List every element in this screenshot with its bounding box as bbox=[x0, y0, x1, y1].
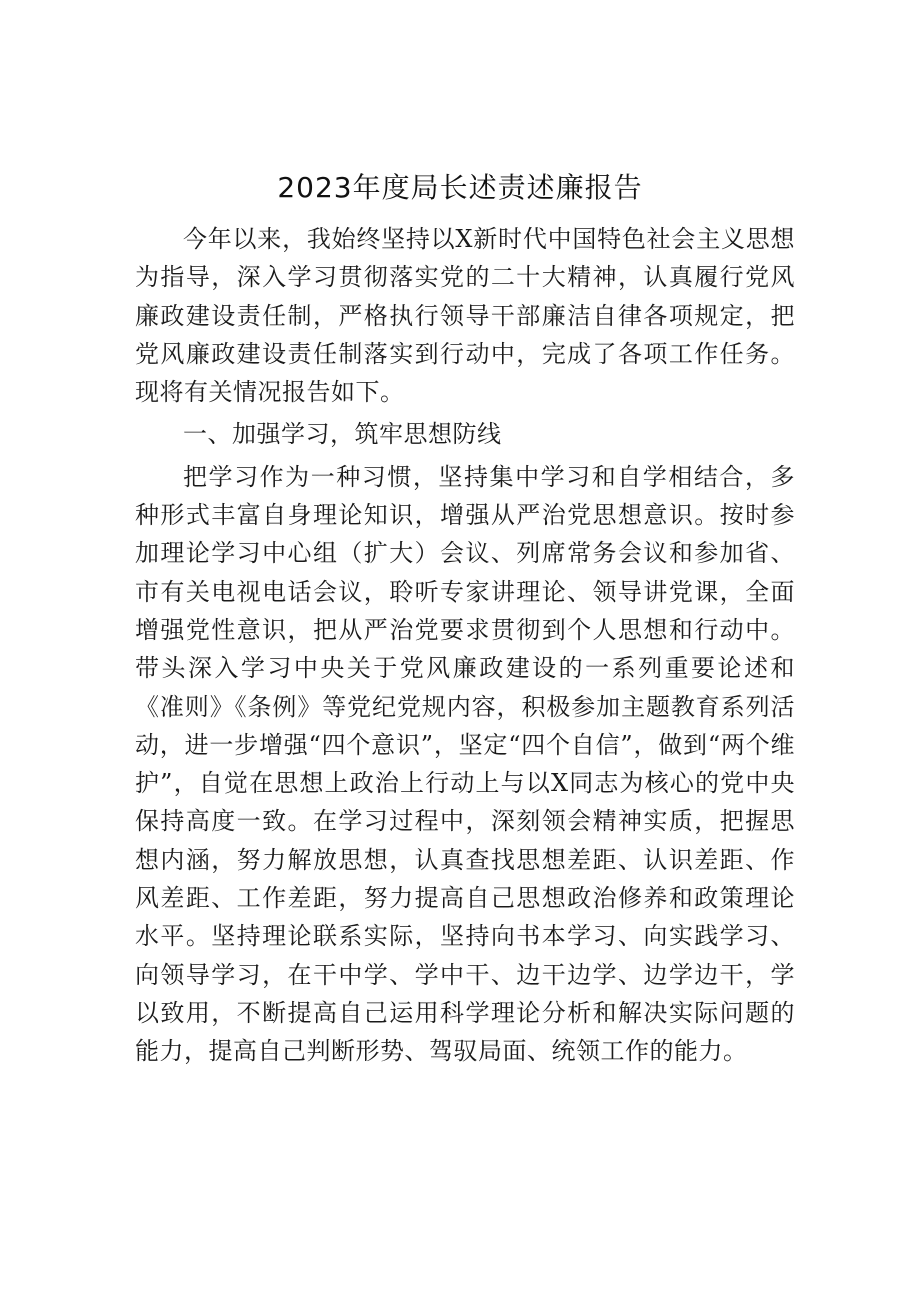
section-heading: 一、加强学习，筑牢思想防线 bbox=[183, 420, 502, 449]
document-title: 2023年度局长述责述廉报告 bbox=[277, 171, 643, 204]
intro-paragraph: 今年以来，我始终坚持以X新时代中国特色社会主义思想为指导，深入学习贯彻落实党的二十大精神，认真履行党风廉政建设责任制，严格执行领导干部廉洁自律各项规定，把党风廉政建设责任制落实到行动中，完成了各项工作任务。现将有关情况报告如下。 bbox=[135, 225, 795, 407]
section-paragraph: 把学习作为一种习惯，坚持集中学习和自学相结合，多种形式丰富自身理论知识，增强从严治党思想意识。按时参加理论学习中心组（扩大）会议、列席常务会议和参加省、市有关电视电话会议，聆听专家讲理论、领导讲党课，全面增强党性意识，把从严治党要求贯彻到个人思想和行动中。带头深入学习中央关于党风廉政建设的一系列重要论述和《准则》《条例》等党纪党规内容，积极参加主题教育系列活动，进一步增强“四个意识”，坚定“四个自信”，做到“两个维护”，自觉在思想上政治上行动上与以X同志为核心的党中央保持高度一致。在学习过程中，深刻领会精神实质，把握思想内涵，努力解放思想，认真查找思想差距、认识差距、作风差距、工作差距，努力提高自己思想政治修养和政策理论水平。坚持理论联系实际，坚持向书本学习、向实践学习、向领导学习，在干中学、学中干、边干边学、边学边干，学以致用，不断提高自己运用科学理论分析和解决实际问题的能力，提高自己判断形势、驾驭局面、统领工作的能力。 bbox=[135, 462, 795, 1066]
document-body bbox=[135, 220, 795, 1071]
